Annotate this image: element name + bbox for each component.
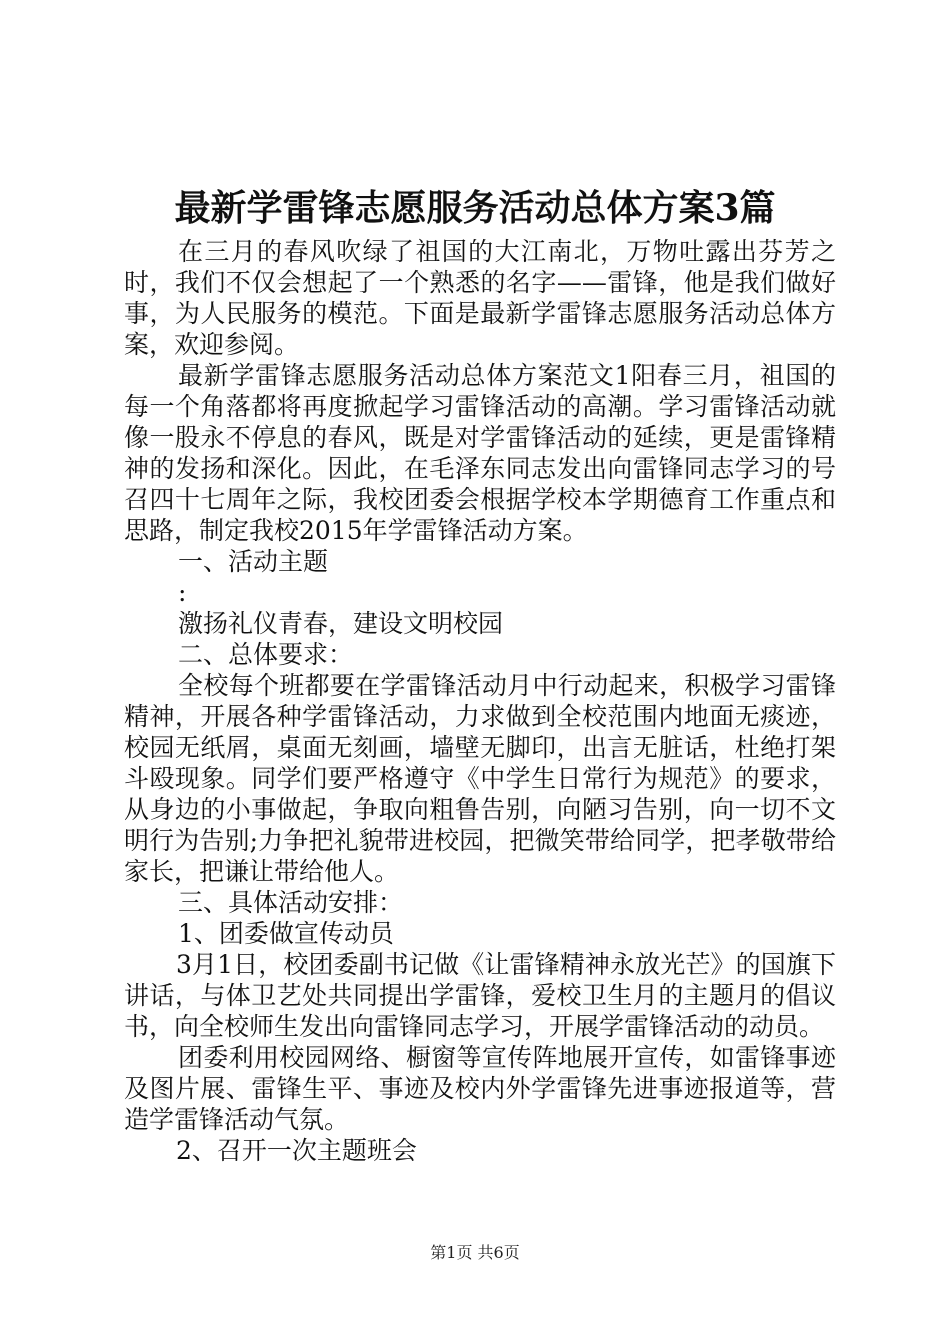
page-number: 第1页 共6页 — [430, 1243, 520, 1262]
document-title: 最新学雷锋志愿服务活动总体方案3篇 — [174, 187, 776, 229]
intro-paragraph: 在三月的春风吹绿了祖国的大江南北，万物吐露出芬芳之时，我们不仅会想起了一个熟悉的名字——雷锋，他是我们做好事，为人民服务的模范。下面是最新学雷锋志愿服务活动总体方案，欢迎参阅。 — [124, 237, 836, 359]
publicity-paragraph: 3月1日，校团委副书记做《让雷锋精神永放光芒》的国旗下讲话，与体卫艺处共同提出学雷锋，爱校卫生月的主题月的倡议书，向全校师生发出向雷锋同志学习，开展学雷锋活动的动员。 — [124, 950, 836, 1041]
requirements-paragraph: 全校每个班都要在学雷锋活动月中行动起来，积极学习雷锋精神，开展各种学雷锋活动，力求做到全校范围内地面无痰迹，校园无纸屑，桌面无刻画，墙壁无脚印，出言无脏话，杜绝打架斗殴现象。同学们要严格遵守《中学生日常行为规范》的要求，从身边的小事做起，争取向粗鲁告别，向陋习告别，向一切不文明行为告别;力争把礼貌带进校园，把微笑带给同学，把孝敬带给家长，把谦让带给他人。 — [124, 671, 836, 886]
subheading-class-meeting: 2、召开一次主题班会 — [176, 1136, 417, 1165]
section-heading-requirements: 二、总体要求： — [178, 640, 354, 669]
section-heading-arrangements: 三、具体活动安排： — [178, 888, 404, 917]
colon-line: : — [178, 578, 187, 607]
subheading-publicity: 1、团委做宣传动员 — [178, 919, 394, 948]
plan-intro-paragraph: 最新学雷锋志愿服务活动总体方案范文1阳春三月，祖国的每一个角落都将再度掀起学习雷锋活动的高潮。学习雷锋活动就像一股永不停息的春风，既是对学雷锋活动的延续，更是雷锋精神的发扬和深化。因此，在毛泽东同志发出向雷锋同志学习的号召四十七周年之际，我校团委会根据学校本学期德育工作重点和思路，制定我校2015年学雷锋活动方案。 — [124, 361, 836, 545]
campaign-paragraph: 团委利用校园网络、橱窗等宣传阵地展开宣传，如雷锋事迹及图片展、雷锋生平、事迹及校内外学雷锋先进事迹报道等，营造学雷锋活动气氛。 — [124, 1043, 836, 1134]
theme-text: 激扬礼仪青春，建设文明校园 — [178, 609, 504, 638]
section-heading-theme: 一、活动主题 — [178, 547, 329, 576]
document-body — [124, 236, 836, 1166]
